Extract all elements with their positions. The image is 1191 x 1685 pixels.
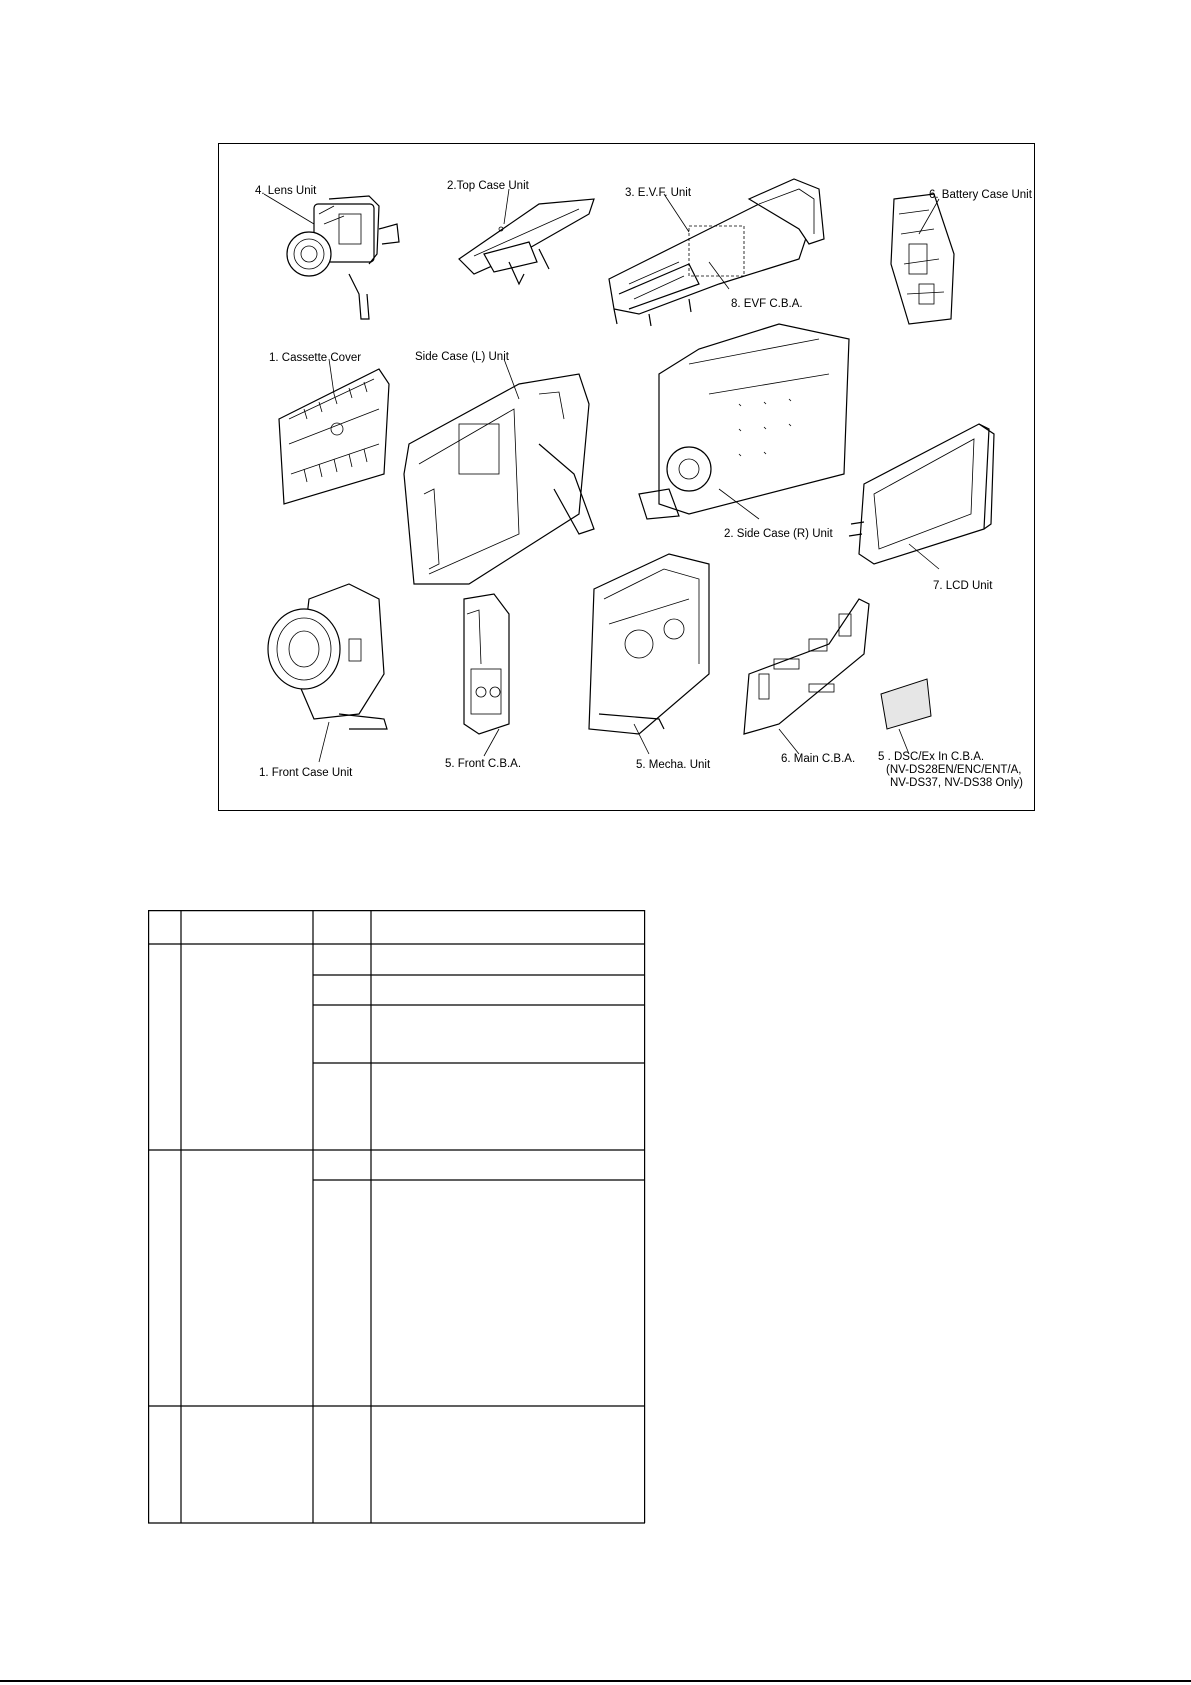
side-case-r-unit-drawing	[639, 324, 849, 519]
evf-unit-label: 3. E.V.F. Unit	[625, 187, 692, 199]
lcd-unit-drawing	[849, 424, 994, 564]
battery-case-unit-drawing	[891, 194, 954, 324]
main-cba-drawing	[744, 599, 869, 734]
side-case-l-unit-label: Side Case (L) Unit	[415, 351, 509, 363]
mecha-unit-label: 5. Mecha. Unit	[636, 759, 711, 771]
front-case-unit-drawing	[268, 584, 387, 729]
lens-unit-drawing	[287, 196, 399, 319]
side-case-r-unit-label: 2. Side Case (R) Unit	[724, 528, 833, 540]
front-cba-drawing	[464, 594, 509, 734]
table-lines	[148, 910, 646, 1524]
cassette-cover-drawing	[279, 369, 389, 504]
dsc-cba-label-line2: (NV-DS28EN/ENC/ENT/A,	[886, 764, 1022, 776]
dsc-cba-drawing	[881, 679, 931, 729]
top-case-unit-label: 2.Top Case Unit	[447, 180, 529, 192]
side-case-l-unit-drawing	[404, 374, 594, 584]
exploded-view-diagram	[218, 143, 1035, 811]
lens-unit-label: 4. Lens Unit	[255, 185, 317, 197]
page-footer-rule	[0, 1680, 1191, 1682]
top-case-unit-drawing	[459, 199, 594, 284]
cassette-cover-label: 1. Cassette Cover	[269, 352, 362, 364]
dsc-cba-label-line1: 5 . DSC/Ex In C.B.A.	[878, 751, 985, 763]
lcd-unit-label: 7. LCD Unit	[933, 580, 993, 592]
evf-cba-label: 8. EVF C.B.A.	[731, 298, 803, 310]
diagram-drawing	[219, 144, 1036, 812]
main-cba-label: 6. Main C.B.A.	[781, 753, 856, 765]
front-cba-label: 5. Front C.B.A.	[445, 758, 522, 770]
front-case-unit-label: 1. Front Case Unit	[259, 767, 353, 779]
battery-case-unit-label: 6. Battery Case Unit	[929, 189, 1032, 201]
mecha-unit-drawing	[589, 554, 709, 734]
dsc-cba-label-line3: NV-DS37, NV-DS38 Only)	[890, 777, 1023, 789]
